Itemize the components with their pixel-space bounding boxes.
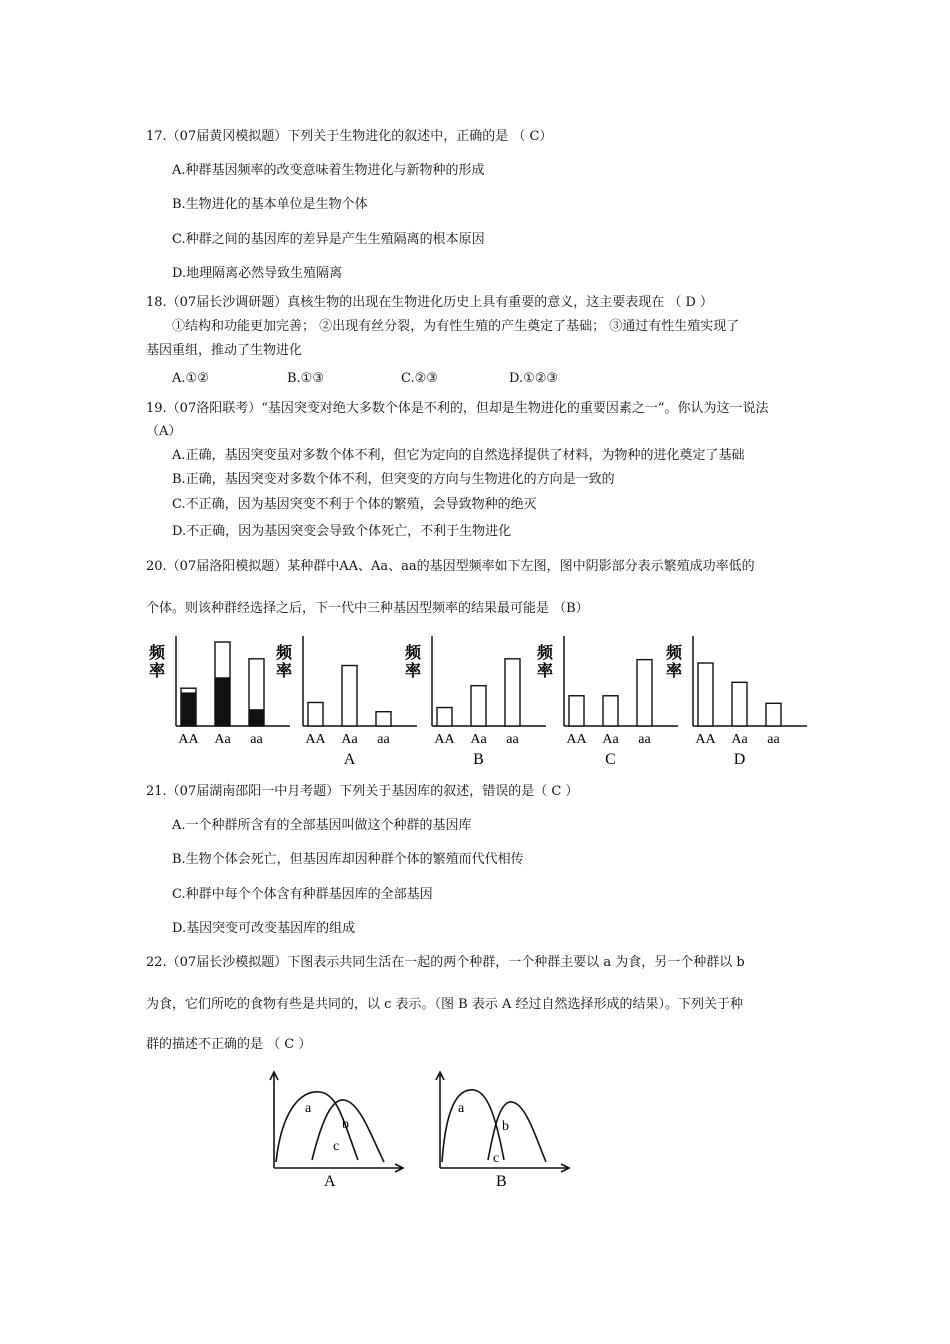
chart-3-bar-AA xyxy=(437,708,452,726)
chart-2-tick-aa: aa xyxy=(377,732,390,747)
q22-curve-figure-b xyxy=(428,1068,578,1193)
chart-1-bar-Aa-shaded xyxy=(215,677,230,726)
chart-3-bar-aa xyxy=(505,659,520,726)
chart-3-bar-Aa xyxy=(471,686,486,726)
q17-option-b: B.生物进化的基本单位是生物个体 xyxy=(172,197,368,212)
q21-stem: 21.（07届湖南邵阳一中月考题）下列关于基因库的叙述，错误的是（ C ） xyxy=(146,784,579,799)
curve-label-a: a xyxy=(458,1101,465,1116)
q21-option-a: A.一个种群所含有的全部基因叫做这个种群的基因库 xyxy=(172,818,472,833)
curve-label-c: c xyxy=(493,1151,500,1166)
chart-5-bar-aa xyxy=(766,703,781,726)
chart-2-caption: A xyxy=(343,751,356,768)
curve-label-b: b xyxy=(502,1119,509,1134)
chart-4-bar-AA xyxy=(569,696,584,726)
q19-option-b: B.正确，基因突变对多数个体不利，但突变的方向与生物进化的方向是一致的 xyxy=(172,472,615,487)
curve-label-c: c xyxy=(333,1139,340,1154)
chart-3-ylabel: 率 xyxy=(405,661,422,680)
chart-4-tick-AA: AA xyxy=(566,732,587,747)
chart-2-bar-AA xyxy=(308,702,323,726)
chart-5-tick-aa: aa xyxy=(767,732,780,747)
q20-bar-charts xyxy=(140,632,820,772)
chart-2-ylabel: 率 xyxy=(276,661,293,680)
chart-3-tick-Aa: Aa xyxy=(470,732,487,747)
chart-3-caption: B xyxy=(473,751,484,768)
chart-5-tick-Aa: Aa xyxy=(731,732,748,747)
q18-option-a: A.①② xyxy=(172,371,209,386)
q22-stem-cont: 为食，它们所吃的食物有些是共同的，以 c 表示。（图 B 表示 A 经过自然选择形成的结果）。下列关于种 xyxy=(146,997,744,1012)
q17-option-d: D.地理隔离必然导致生殖隔离 xyxy=(172,266,343,281)
q18-option-c: C.②③ xyxy=(401,371,438,386)
chart-5-ylabel: 频 xyxy=(666,643,683,662)
q18-statements-cont: 基因重组，推动了生物进化 xyxy=(146,343,303,358)
figure-caption-b: B xyxy=(496,1173,507,1190)
q19-option-c: C.不正确，因为基因突变不利于个体的繁殖，会导致物种的绝灭 xyxy=(172,497,537,512)
q19-option-a: A.正确，基因突变虽对多数个体不利，但它为定向的自然选择提供了材料，为物种的进化奠定了基础 xyxy=(172,448,745,463)
chart-1-bar-AA-shaded xyxy=(181,692,196,726)
q17-option-c: C.种群之间的基因库的差异是产生生殖隔离的根本原因 xyxy=(172,232,485,247)
chart-5-caption: D xyxy=(733,751,746,768)
q20-stem: 20.（07届洛阳模拟题）某种群中AA、Aa、aa的基因型频率如下左图，图中阴影部分表示繁殖成功率低的 xyxy=(146,559,755,574)
chart-4-bar-Aa xyxy=(603,696,618,726)
chart-4-tick-Aa: Aa xyxy=(602,732,619,747)
q18-option-b: B.①③ xyxy=(287,371,324,386)
q18-stem: 18.（07届长沙调研题）真核生物的出现在生物进化历史上具有重要的意义，这主要表现在 （ D ） xyxy=(146,295,714,310)
q17-stem: 17.（07届黄冈模拟题）下列关于生物进化的叙述中，正确的是 （ C） xyxy=(146,129,553,144)
chart-5-tick-AA: AA xyxy=(695,732,716,747)
figure-caption-a: A xyxy=(324,1173,336,1190)
q21-option-d: D.基因突变可改变基因库的组成 xyxy=(172,921,356,936)
q19-option-d: D.不正确，因为基因突变会导致个体死亡，不利于生物进化 xyxy=(172,524,512,539)
q22-stem-cont2: 群的描述不正确的是 （ C ） xyxy=(146,1037,312,1052)
curve-label-b: b xyxy=(342,1117,349,1132)
chart-3-ylabel: 频 xyxy=(405,643,422,662)
chart-1-bar-aa-shaded xyxy=(249,709,264,726)
chart-4-tick-aa: aa xyxy=(638,732,651,747)
chart-4-bar-aa xyxy=(637,660,652,726)
q21-option-b: B.生物个体会死亡，但基因库却因种群个体的繁殖而代代相传 xyxy=(172,852,524,867)
chart-4-ylabel: 频 xyxy=(537,643,554,662)
chart-5-bar-AA xyxy=(698,663,713,726)
chart-3-tick-AA: AA xyxy=(434,732,455,747)
chart-1-ylabel: 频 xyxy=(149,643,166,662)
chart-4-caption: C xyxy=(605,751,616,768)
chart-3-tick-aa: aa xyxy=(506,732,519,747)
chart-4-ylabel: 率 xyxy=(537,661,554,680)
q22-stem: 22.（07届长沙模拟题）下图表示共同生活在一起的两个种群，一个种群主要以 a 为食，另一个种群以 b xyxy=(146,955,745,970)
curve-label-a: a xyxy=(305,1101,312,1116)
q18-statements: ①结构和功能更加完善； ②出现有丝分裂，为有性生殖的产生奠定了基础； ③通过有性生殖实现了 xyxy=(172,319,740,334)
chart-1-tick-AA: AA xyxy=(178,732,199,747)
chart-5-ylabel: 率 xyxy=(666,661,683,680)
q21-option-c: C.种群中每个个体含有种群基因库的全部基因 xyxy=(172,887,433,902)
chart-2-ylabel: 频 xyxy=(276,643,293,662)
q17-option-a: A.种群基因频率的改变意味着生物进化与新物种的形成 xyxy=(172,163,485,178)
chart-1-ylabel: 率 xyxy=(149,661,166,680)
chart-2-bar-Aa xyxy=(342,666,357,726)
q20-stem-cont: 个体。则该种群经选择之后，下一代中三种基因型频率的结果最可能是 （B） xyxy=(146,601,589,616)
q19-answer: （A） xyxy=(146,424,182,439)
q19-stem: 19.（07洛阳联考）“基因突变对绝大多数个体是不利的，但却是生物进化的重要因素之一”。你认为这一说法 xyxy=(146,401,769,416)
chart-2-bar-aa xyxy=(376,712,391,726)
chart-5-bar-Aa xyxy=(732,682,747,726)
q22-curve-figure-a xyxy=(262,1068,412,1193)
chart-1-tick-aa: aa xyxy=(250,732,263,747)
chart-2-tick-AA: AA xyxy=(305,732,326,747)
q18-option-d: D.①②③ xyxy=(509,371,559,386)
chart-2-tick-Aa: Aa xyxy=(341,732,358,747)
chart-1-tick-Aa: Aa xyxy=(214,732,231,747)
